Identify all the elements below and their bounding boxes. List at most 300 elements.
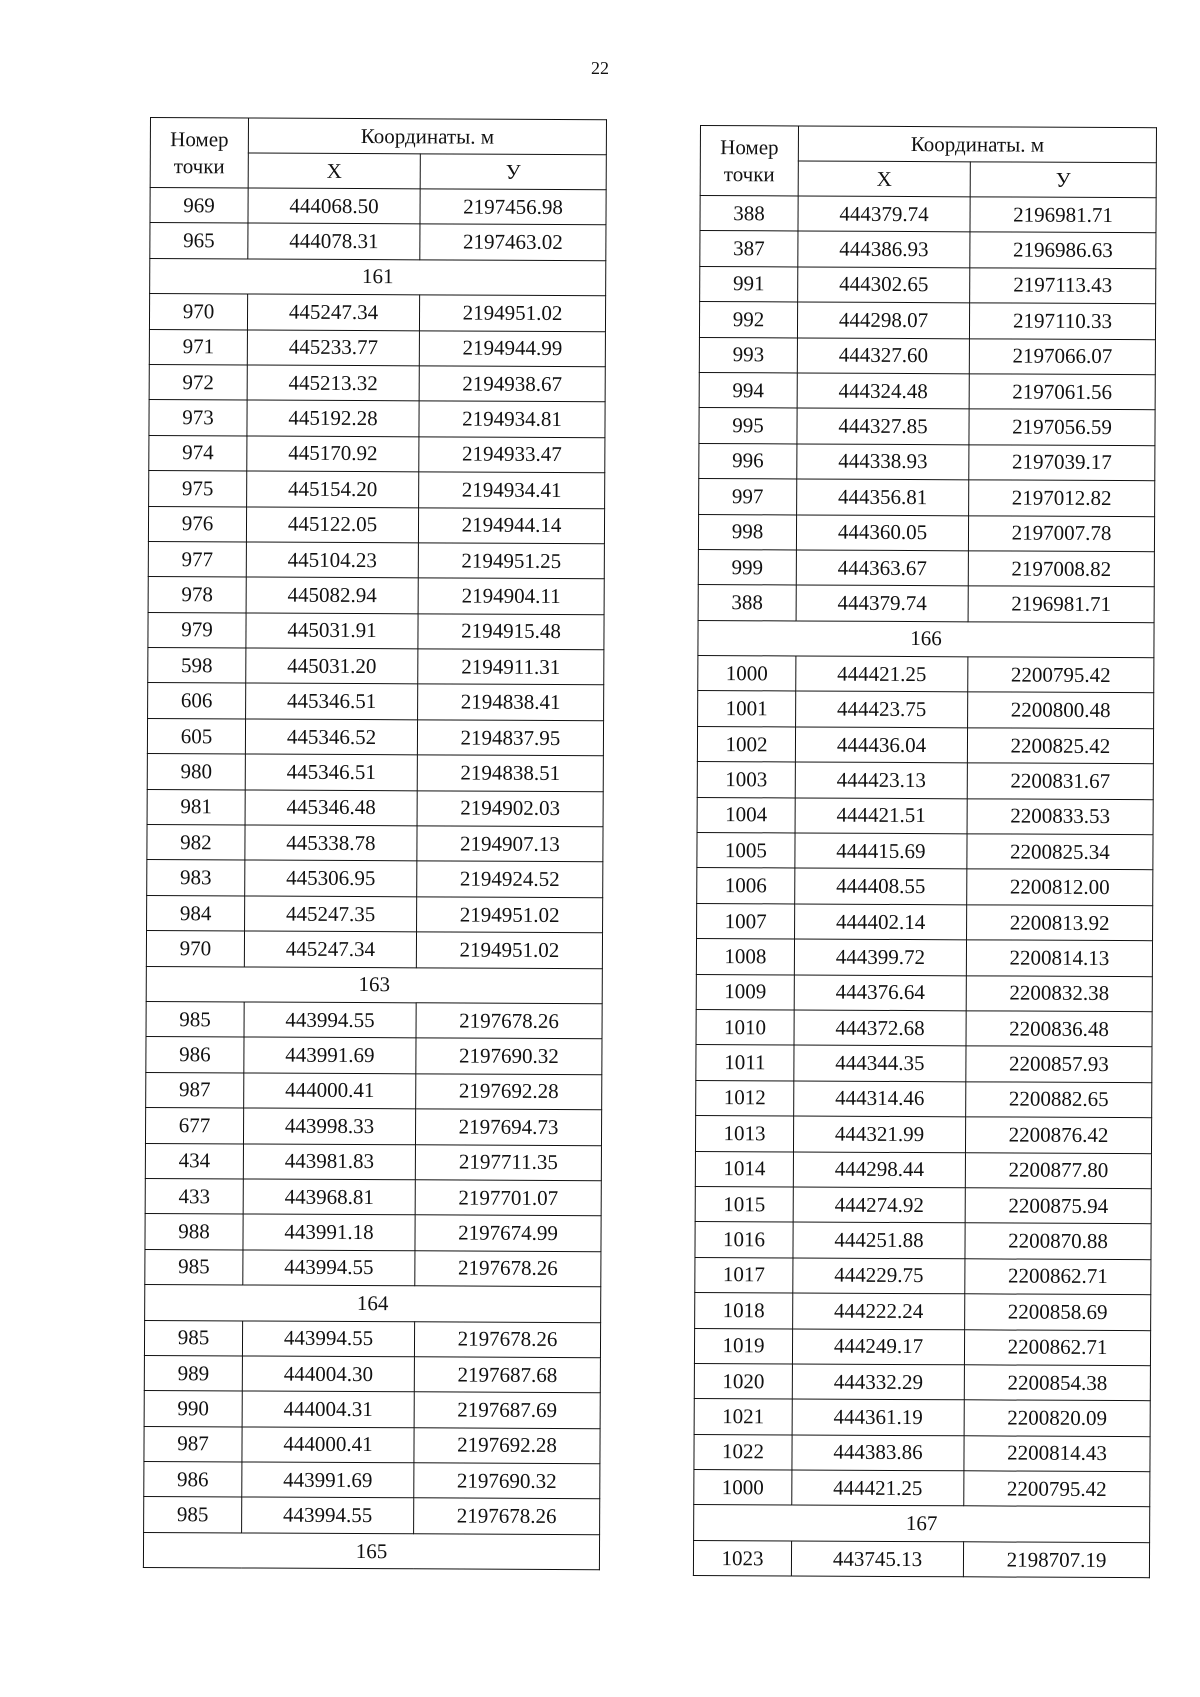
section-number: 161 [150, 258, 606, 296]
x-coordinate-cell: 444222.24 [793, 1293, 965, 1329]
x-coordinate-cell: 443998.33 [243, 1108, 415, 1144]
x-coordinate-cell: 445247.35 [245, 896, 417, 932]
y-coordinate-cell: 2194938.67 [419, 366, 605, 402]
table-row [699, 302, 1155, 340]
x-coordinate-cell: 444436.04 [795, 727, 967, 763]
table-row [696, 1045, 1152, 1083]
point-number-cell: 605 [147, 718, 245, 754]
y-coordinate-cell: 2200814.13 [966, 940, 1152, 976]
y-coordinate-cell: 2200882.65 [966, 1082, 1152, 1118]
point-number-cell: 1015 [695, 1186, 793, 1222]
x-coordinate-cell: 444338.93 [797, 444, 969, 480]
table-row [147, 825, 603, 863]
point-number-cell: 987 [144, 1426, 242, 1462]
y-coordinate-cell: 2200795.42 [968, 657, 1154, 693]
y-coordinate-cell: 2194944.14 [418, 507, 604, 543]
table-row [145, 1108, 601, 1146]
x-coordinate-cell: 444327.85 [797, 408, 969, 444]
section-row [146, 966, 602, 1004]
table-row [149, 471, 605, 509]
table-row [144, 1320, 600, 1358]
y-coordinate-cell: 2197039.17 [969, 445, 1155, 481]
y-coordinate-cell: 2200875.94 [965, 1188, 1151, 1224]
x-coordinate-cell: 444360.05 [796, 514, 968, 550]
point-number-cell: 986 [144, 1462, 242, 1498]
x-coordinate-cell: 445233.77 [247, 330, 419, 366]
y-coordinate-cell: 2200858.69 [965, 1294, 1151, 1330]
table-row [149, 364, 605, 402]
y-coordinate-cell: 2194838.51 [417, 755, 603, 791]
y-coordinate-cell: 2196986.63 [970, 232, 1156, 268]
table-row [698, 514, 1154, 552]
x-coordinate-cell: 444415.69 [795, 833, 967, 869]
x-coordinate-cell: 443745.13 [791, 1541, 963, 1577]
point-number-cell: 1016 [695, 1222, 793, 1258]
point-number-cell: 985 [144, 1497, 242, 1533]
y-coordinate-cell: 2197061.56 [969, 374, 1155, 410]
point-number-cell: 1003 [697, 762, 795, 798]
point-number-cell: 980 [147, 754, 245, 790]
y-coordinate-cell: 2194951.25 [418, 543, 604, 579]
point-number-cell: 434 [145, 1143, 243, 1179]
point-number-cell: 965 [150, 223, 248, 259]
y-coordinate-cell: 2197690.32 [414, 1463, 600, 1499]
point-number-cell: 1017 [695, 1257, 793, 1293]
table-row [695, 1151, 1151, 1189]
y-coordinate-cell: 2197687.68 [414, 1357, 600, 1393]
point-number-cell: 978 [148, 577, 246, 613]
table-row [695, 1222, 1151, 1260]
y-coordinate-cell: 2200795.42 [964, 1471, 1150, 1507]
section-number: 165 [143, 1532, 599, 1570]
y-coordinate-cell: 2200814.43 [964, 1435, 1150, 1471]
point-number-cell: 977 [148, 541, 246, 577]
y-coordinate-cell: 2197692.28 [416, 1074, 602, 1110]
y-coordinate-cell: 2200857.93 [966, 1046, 1152, 1082]
x-coordinate-cell: 444302.65 [798, 267, 970, 303]
y-coordinate-cell: 2198707.19 [963, 1542, 1149, 1578]
x-coordinate-cell: 445031.91 [246, 613, 418, 649]
table-row [694, 1470, 1150, 1508]
y-coordinate-cell: 2200862.71 [964, 1329, 1150, 1365]
table-row [149, 400, 605, 438]
point-number-cell: 1000 [694, 1470, 792, 1506]
point-number-cell: 989 [144, 1355, 242, 1391]
point-number-cell: 979 [148, 612, 246, 648]
point-number-cell: 972 [149, 364, 247, 400]
table-row [146, 931, 602, 969]
point-number-cell: 387 [700, 231, 798, 267]
page-number: 22 [591, 58, 609, 78]
table-row [700, 231, 1156, 269]
table-row [697, 868, 1153, 906]
y-coordinate-cell: 2197694.73 [415, 1109, 601, 1145]
x-coordinate-cell: 444321.99 [793, 1116, 965, 1152]
table-row [145, 1214, 601, 1252]
point-number-cell: 998 [698, 514, 796, 550]
y-coordinate-cell: 2194838.41 [418, 684, 604, 720]
table-row [695, 1293, 1151, 1331]
point-number-cell: 985 [146, 1001, 244, 1037]
table-row [146, 1072, 602, 1110]
x-coordinate-cell: 444000.41 [242, 1427, 414, 1463]
y-coordinate-cell: 2194924.52 [417, 861, 603, 897]
x-coordinate-cell: 444383.86 [792, 1435, 964, 1471]
coordinates-table-left [143, 117, 607, 1570]
table-body [693, 196, 1156, 1578]
y-coordinate-cell: 2200876.42 [965, 1117, 1151, 1153]
point-number-cell: 388 [700, 196, 798, 232]
point-number-cell: 1005 [697, 833, 795, 869]
point-number-cell: 993 [699, 337, 797, 373]
x-coordinate-cell: 444379.74 [796, 585, 968, 621]
x-coordinate-cell: 444363.67 [796, 550, 968, 586]
x-coordinate-cell: 443994.55 [243, 1250, 415, 1286]
x-coordinate-cell: 443991.69 [244, 1037, 416, 1073]
point-number-cell: 433 [145, 1178, 243, 1214]
header-y: У [970, 162, 1156, 198]
point-number-cell: 1002 [697, 726, 795, 762]
y-coordinate-cell: 2194944.99 [419, 330, 605, 366]
y-coordinate-cell: 2200870.88 [965, 1223, 1151, 1259]
x-coordinate-cell: 445338.78 [245, 825, 417, 861]
y-coordinate-cell: 2200832.38 [966, 975, 1152, 1011]
table-row [694, 1363, 1150, 1401]
x-coordinate-cell: 443991.69 [242, 1462, 414, 1498]
table-row [700, 196, 1156, 234]
table-row [698, 656, 1154, 694]
table-row [144, 1355, 600, 1393]
table-row [694, 1328, 1150, 1366]
y-coordinate-cell: 2197674.99 [415, 1215, 601, 1251]
table-row [145, 1249, 601, 1287]
y-coordinate-cell: 2197678.26 [414, 1498, 600, 1534]
section-number: 164 [145, 1285, 601, 1323]
table-row [147, 895, 603, 933]
x-coordinate-cell: 444361.19 [792, 1399, 964, 1435]
x-coordinate-cell: 443994.55 [242, 1320, 414, 1356]
section-number: 166 [698, 620, 1154, 658]
x-coordinate-cell: 445031.20 [246, 648, 418, 684]
point-number-cell: 971 [149, 329, 247, 365]
x-coordinate-cell: 444372.68 [794, 1010, 966, 1046]
x-coordinate-cell: 445170.92 [247, 436, 419, 472]
point-number-cell: 985 [144, 1320, 242, 1356]
table-row [695, 1116, 1151, 1154]
table-row [699, 408, 1155, 446]
table-row [698, 585, 1154, 623]
y-coordinate-cell: 2200812.00 [967, 869, 1153, 905]
point-number-cell: 1022 [694, 1434, 792, 1470]
section-row [150, 258, 606, 296]
point-number-cell: 995 [699, 408, 797, 444]
table-row [144, 1391, 600, 1429]
table-row [697, 797, 1153, 835]
section-row [698, 620, 1154, 658]
y-coordinate-cell: 2197110.33 [969, 303, 1155, 339]
table-row [149, 329, 605, 367]
x-coordinate-cell: 443994.55 [244, 1002, 416, 1038]
y-coordinate-cell: 2194934.81 [419, 401, 605, 437]
section-row [145, 1285, 601, 1323]
y-coordinate-cell: 2200877.80 [965, 1152, 1151, 1188]
y-coordinate-cell: 2196981.71 [970, 197, 1156, 233]
x-coordinate-cell: 445213.32 [247, 365, 419, 401]
y-coordinate-cell: 2194951.02 [419, 295, 605, 331]
table-row [144, 1462, 600, 1500]
table-row [148, 577, 604, 615]
point-number-cell: 1001 [698, 691, 796, 727]
table-row [147, 789, 603, 827]
x-coordinate-cell: 444386.93 [798, 231, 970, 267]
y-coordinate-cell: 2197007.78 [968, 515, 1154, 551]
x-coordinate-cell: 443968.81 [243, 1179, 415, 1215]
y-coordinate-cell: 2197678.26 [416, 1003, 602, 1039]
x-coordinate-cell: 444402.14 [795, 904, 967, 940]
point-number-cell: 1011 [696, 1045, 794, 1081]
table-row [698, 691, 1154, 729]
point-number-cell: 991 [700, 266, 798, 302]
point-number-cell: 1021 [694, 1399, 792, 1435]
point-number-cell: 974 [149, 435, 247, 471]
y-coordinate-cell: 2200825.42 [967, 728, 1153, 764]
table-row [148, 541, 604, 579]
y-coordinate-cell: 2197692.28 [414, 1427, 600, 1463]
point-number-cell: 981 [147, 789, 245, 825]
x-coordinate-cell: 444068.50 [248, 188, 420, 224]
point-number-cell: 975 [149, 471, 247, 507]
point-number-cell: 1007 [697, 903, 795, 939]
y-coordinate-cell: 2197056.59 [969, 409, 1155, 445]
point-number-cell: 677 [145, 1108, 243, 1144]
point-number-cell: 1009 [696, 974, 794, 1010]
y-coordinate-cell: 2194915.48 [418, 614, 604, 650]
x-coordinate-cell: 443981.83 [243, 1144, 415, 1180]
y-coordinate-cell: 2197456.98 [420, 189, 606, 225]
y-coordinate-cell: 2197711.35 [415, 1144, 601, 1180]
x-coordinate-cell: 445247.34 [244, 931, 416, 967]
x-coordinate-cell: 444379.74 [798, 196, 970, 232]
point-number-cell: 1020 [694, 1363, 792, 1399]
y-coordinate-cell: 2200831.67 [967, 763, 1153, 799]
y-coordinate-cell: 2197012.82 [969, 480, 1155, 516]
y-coordinate-cell: 2200820.09 [964, 1400, 1150, 1436]
x-coordinate-cell: 445154.20 [247, 471, 419, 507]
x-coordinate-cell: 444421.51 [795, 798, 967, 834]
y-coordinate-cell: 2194951.02 [417, 897, 603, 933]
y-coordinate-cell: 2194902.03 [417, 790, 603, 826]
point-number-cell: 970 [146, 931, 244, 967]
x-coordinate-cell: 444251.88 [793, 1222, 965, 1258]
header-coordinates: Координаты. м [248, 118, 606, 155]
x-coordinate-cell: 444004.31 [242, 1391, 414, 1427]
table-row [146, 1001, 602, 1039]
section-number: 167 [694, 1505, 1150, 1543]
y-coordinate-cell: 2197678.26 [414, 1321, 600, 1357]
point-number-cell: 388 [698, 585, 796, 621]
x-coordinate-cell: 444344.35 [794, 1045, 966, 1081]
x-coordinate-cell: 444376.64 [794, 975, 966, 1011]
x-coordinate-cell: 444324.48 [797, 373, 969, 409]
table-row [699, 337, 1155, 375]
point-number-cell: 976 [148, 506, 246, 542]
y-coordinate-cell: 2200862.71 [965, 1259, 1151, 1295]
header-point-number: Номер точки [150, 118, 248, 188]
x-coordinate-cell: 445082.94 [246, 577, 418, 613]
table-row [144, 1497, 600, 1535]
table-row [697, 726, 1153, 764]
table-row [147, 718, 603, 756]
x-coordinate-cell: 445122.05 [246, 506, 418, 542]
table-row [145, 1178, 601, 1216]
point-number-cell: 1018 [695, 1293, 793, 1329]
header-coordinates: Координаты. м [798, 126, 1156, 163]
section-row [143, 1532, 599, 1570]
coordinates-table-right [693, 125, 1157, 1578]
x-coordinate-cell: 445247.34 [247, 294, 419, 330]
x-coordinate-cell: 444423.13 [795, 762, 967, 798]
table-row [699, 372, 1155, 410]
x-coordinate-cell: 445346.52 [245, 719, 417, 755]
y-coordinate-cell: 2197008.82 [968, 551, 1154, 587]
table-row [149, 435, 605, 473]
y-coordinate-cell: 2197463.02 [420, 224, 606, 260]
x-coordinate-cell: 444327.60 [797, 338, 969, 374]
point-number-cell: 606 [148, 683, 246, 719]
table-row [697, 762, 1153, 800]
table-row [144, 1426, 600, 1464]
x-coordinate-cell: 444332.29 [792, 1364, 964, 1400]
y-coordinate-cell: 2194837.95 [417, 720, 603, 756]
y-coordinate-cell: 2197687.69 [414, 1392, 600, 1428]
table-row [148, 612, 604, 650]
x-coordinate-cell: 444298.44 [793, 1152, 965, 1188]
x-coordinate-cell: 445104.23 [246, 542, 418, 578]
table-row [145, 1143, 601, 1181]
table-row [699, 443, 1155, 481]
table-row [148, 648, 604, 686]
table-row [147, 860, 603, 898]
header-x: X [248, 153, 420, 189]
section-row [694, 1505, 1150, 1543]
point-number-cell: 996 [699, 443, 797, 479]
point-number-cell: 987 [146, 1072, 244, 1108]
y-coordinate-cell: 2200800.48 [968, 692, 1154, 728]
y-coordinate-cell: 2200836.48 [966, 1011, 1152, 1047]
point-number-cell: 985 [145, 1249, 243, 1285]
x-coordinate-cell: 444408.55 [795, 868, 967, 904]
y-coordinate-cell: 2200825.34 [967, 834, 1153, 870]
point-number-cell: 1019 [694, 1328, 792, 1364]
point-number-cell: 983 [147, 860, 245, 896]
table-row [148, 506, 604, 544]
y-coordinate-cell: 2196981.71 [968, 586, 1154, 622]
table-row [697, 833, 1153, 871]
table-row [694, 1434, 1150, 1472]
table-row [146, 1037, 602, 1075]
point-number-cell: 598 [148, 648, 246, 684]
point-number-cell: 990 [144, 1391, 242, 1427]
x-coordinate-cell: 444356.81 [797, 479, 969, 515]
table-row [694, 1399, 1150, 1437]
y-coordinate-cell: 2194951.02 [416, 932, 602, 968]
x-coordinate-cell: 443994.55 [242, 1497, 414, 1533]
x-coordinate-cell: 444399.72 [794, 939, 966, 975]
section-number: 163 [146, 966, 602, 1004]
x-coordinate-cell: 444249.17 [792, 1328, 964, 1364]
y-coordinate-cell: 2200813.92 [967, 905, 1153, 941]
table-row [150, 223, 606, 261]
y-coordinate-cell: 2197690.32 [416, 1038, 602, 1074]
x-coordinate-cell: 444314.46 [794, 1081, 966, 1117]
x-coordinate-cell: 444229.75 [793, 1258, 965, 1294]
point-number-cell: 984 [147, 895, 245, 931]
point-number-cell: 988 [145, 1214, 243, 1250]
point-number-cell: 969 [150, 188, 248, 224]
point-number-cell: 970 [149, 294, 247, 330]
x-coordinate-cell: 443991.18 [243, 1214, 415, 1250]
point-number-cell: 1013 [695, 1116, 793, 1152]
y-coordinate-cell: 2194911.31 [418, 649, 604, 685]
y-coordinate-cell: 2194933.47 [419, 437, 605, 473]
table-row [149, 294, 605, 332]
table-row [700, 266, 1156, 304]
table-row [697, 903, 1153, 941]
point-number-cell: 1006 [697, 868, 795, 904]
x-coordinate-cell: 444004.30 [242, 1356, 414, 1392]
point-number-cell: 986 [146, 1037, 244, 1073]
table-row [699, 479, 1155, 517]
y-coordinate-cell: 2197678.26 [415, 1251, 601, 1287]
table-row [698, 549, 1154, 587]
y-coordinate-cell: 2197701.07 [415, 1180, 601, 1216]
y-coordinate-cell: 2197113.43 [970, 268, 1156, 304]
table-row [696, 1080, 1152, 1118]
table-row [147, 754, 603, 792]
table-row [148, 683, 604, 721]
point-number-cell: 1023 [693, 1540, 791, 1576]
x-coordinate-cell: 445192.28 [247, 400, 419, 436]
x-coordinate-cell: 445346.51 [246, 683, 418, 719]
point-number-cell: 994 [699, 372, 797, 408]
header-x: X [798, 161, 970, 197]
point-number-cell: 982 [147, 825, 245, 861]
point-number-cell: 1010 [696, 1009, 794, 1045]
table-row [696, 974, 1152, 1012]
table-row [693, 1540, 1149, 1578]
point-number-cell: 1004 [697, 797, 795, 833]
table-row [150, 188, 606, 226]
y-coordinate-cell: 2194904.11 [418, 578, 604, 614]
table-body [143, 188, 606, 1570]
x-coordinate-cell: 444000.41 [244, 1073, 416, 1109]
point-number-cell: 999 [698, 549, 796, 585]
x-coordinate-cell: 444078.31 [248, 223, 420, 259]
header-y: У [420, 154, 606, 190]
table-row [695, 1257, 1151, 1295]
point-number-cell: 1008 [696, 939, 794, 975]
header-point-number: Номер точки [700, 126, 798, 196]
point-number-cell: 973 [149, 400, 247, 436]
x-coordinate-cell: 444274.92 [793, 1187, 965, 1223]
x-coordinate-cell: 445306.95 [245, 860, 417, 896]
y-coordinate-cell: 2194934.41 [419, 472, 605, 508]
y-coordinate-cell: 2194907.13 [417, 826, 603, 862]
table-row [696, 1009, 1152, 1047]
point-number-cell: 997 [699, 479, 797, 515]
table-row [695, 1186, 1151, 1224]
y-coordinate-cell: 2197066.07 [969, 338, 1155, 374]
